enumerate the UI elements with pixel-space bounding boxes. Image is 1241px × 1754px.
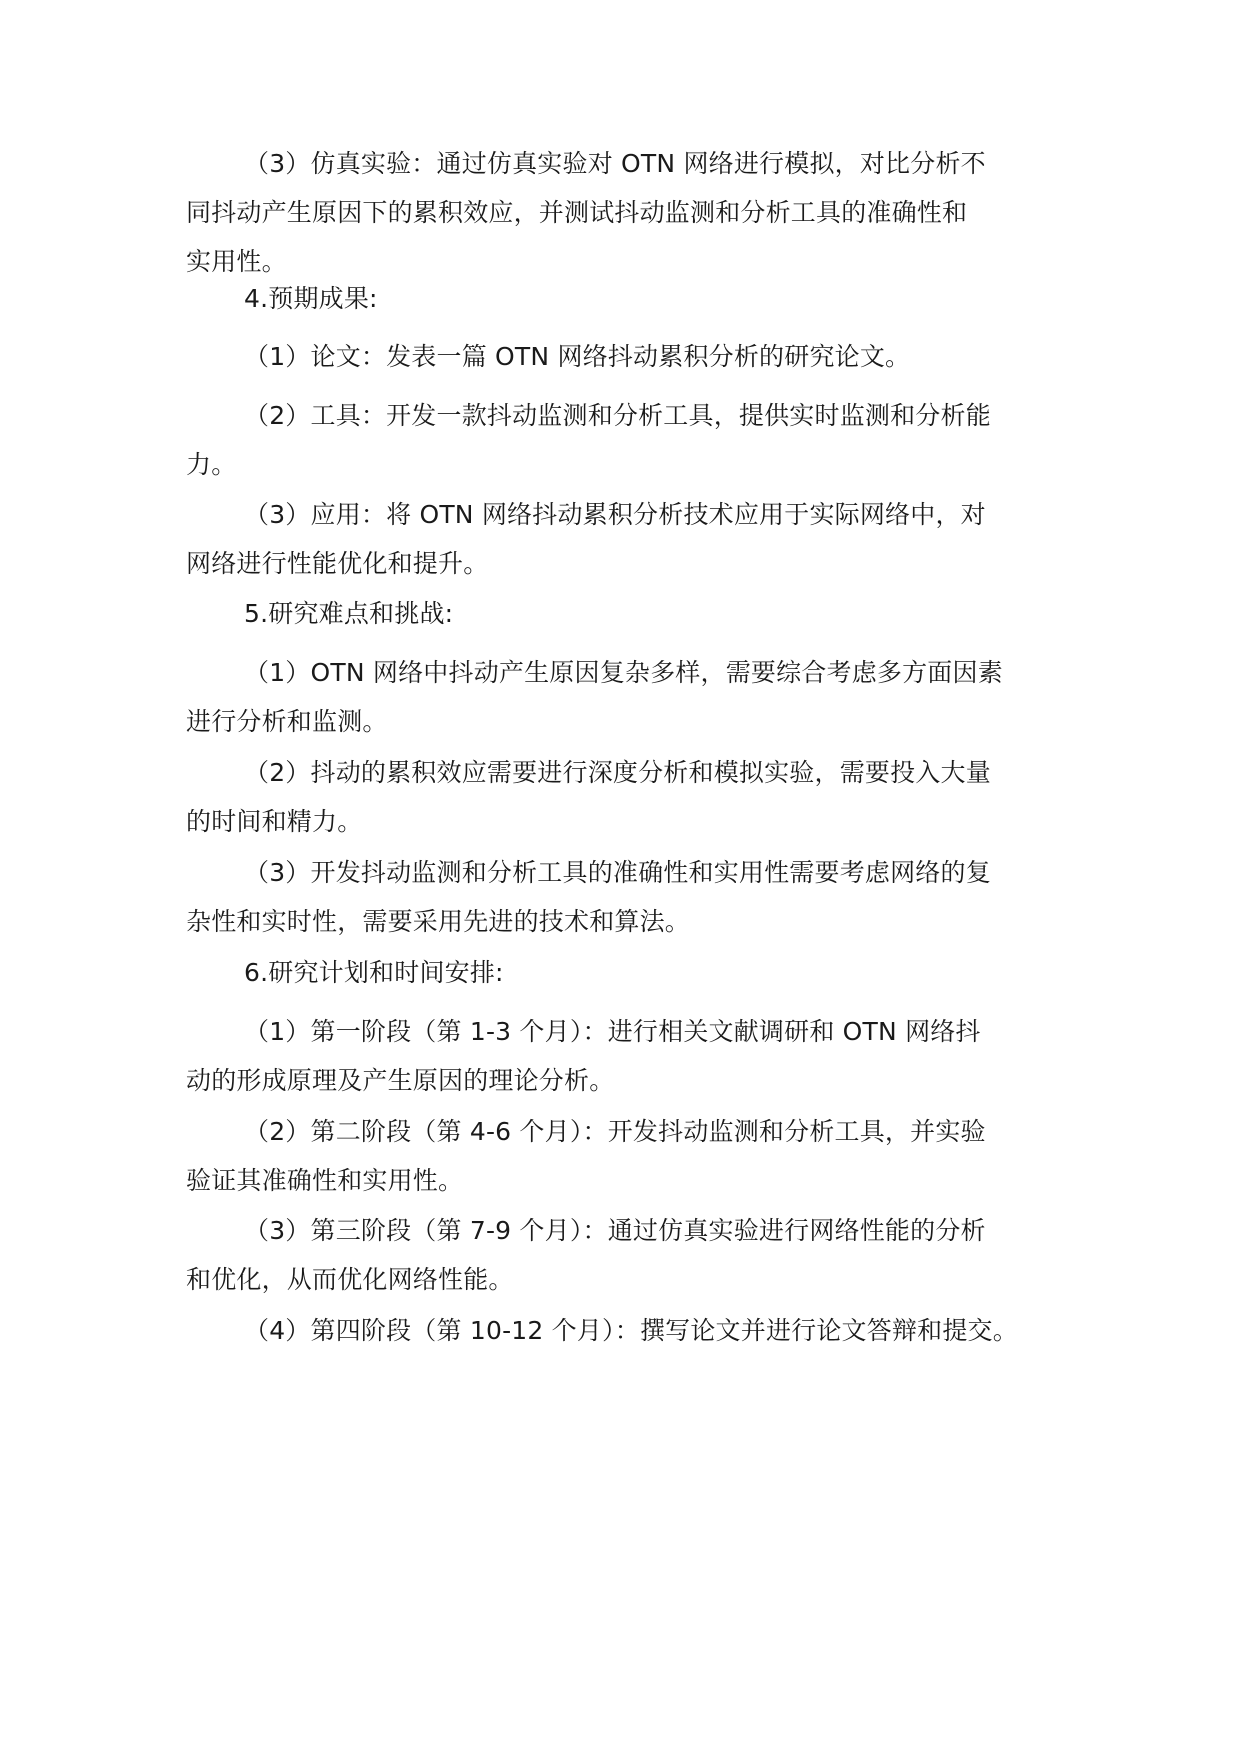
section-heading-difficulties bbox=[186, 589, 1066, 638]
text-line: 进行分析和监测。 bbox=[186, 707, 388, 736]
text-line: （2）第二阶段（第 4-6 个月）：开发抖动监测和分析工具，并实验 bbox=[244, 1117, 986, 1146]
heading-text: 6.研究计划和时间安排: bbox=[244, 958, 504, 987]
paragraph-difficulty-1 bbox=[186, 648, 1066, 746]
heading-text: 5.研究难点和挑战: bbox=[244, 599, 454, 628]
text-line: 力。 bbox=[186, 450, 237, 479]
paragraph-phase-4 bbox=[186, 1306, 1066, 1355]
heading-text: 4.预期成果: bbox=[244, 284, 378, 313]
text-line: （3）第三阶段（第 7-9 个月）：通过仿真实验进行网络性能的分析 bbox=[244, 1216, 986, 1245]
paragraph-simulation bbox=[186, 139, 1066, 286]
paragraph-phase-3 bbox=[186, 1206, 1066, 1304]
paragraph-difficulty-3 bbox=[186, 848, 1066, 946]
text-line: （1）第一阶段（第 1-3 个月）：进行相关文献调研和 OTN 网络抖 bbox=[244, 1017, 981, 1046]
paragraph-tool bbox=[186, 391, 1066, 489]
text-line: 的时间和精力。 bbox=[186, 807, 363, 836]
text-line: 杂性和实时性，需要采用先进的技术和算法。 bbox=[186, 907, 691, 936]
section-heading-schedule bbox=[186, 948, 1066, 997]
text-line: （1）OTN 网络中抖动产生原因复杂多样，需要综合考虑多方面因素 bbox=[244, 658, 1003, 687]
text-line: 同抖动产生原因下的累积效应，并测试抖动监测和分析工具的准确性和 bbox=[186, 198, 968, 227]
text-line: （4）第四阶段（第 10-12 个月）：撰写论文并进行论文答辩和提交。 bbox=[244, 1316, 1018, 1345]
text-line: 和优化，从而优化网络性能。 bbox=[186, 1265, 514, 1294]
paragraph-phase-1 bbox=[186, 1007, 1066, 1105]
text-line: （2）抖动的累积效应需要进行深度分析和模拟实验，需要投入大量 bbox=[244, 758, 991, 787]
text-line: 动的形成原理及产生原因的理论分析。 bbox=[186, 1066, 615, 1095]
text-line: （3）开发抖动监测和分析工具的准确性和实用性需要考虑网络的复 bbox=[244, 858, 991, 887]
text-line: （1）论文：发表一篇 OTN 网络抖动累积分析的研究论文。 bbox=[244, 342, 911, 371]
text-line: 网络进行性能优化和提升。 bbox=[186, 549, 489, 578]
text-line: （3）应用：将 OTN 网络抖动累积分析技术应用于实际网络中，对 bbox=[244, 500, 986, 529]
section-heading-expected-results bbox=[186, 274, 1066, 323]
text-line: （3）仿真实验：通过仿真实验对 OTN 网络进行模拟，对比分析不 bbox=[244, 149, 986, 178]
text-line: 实用性。 bbox=[186, 247, 287, 276]
text-line: （2）工具：开发一款抖动监测和分析工具，提供实时监测和分析能 bbox=[244, 401, 991, 430]
paragraph-difficulty-2 bbox=[186, 748, 1066, 846]
paragraph-phase-2 bbox=[186, 1107, 1066, 1205]
text-line: 验证其准确性和实用性。 bbox=[186, 1166, 464, 1195]
paragraph-paper bbox=[186, 332, 1066, 381]
paragraph-application bbox=[186, 490, 1066, 588]
